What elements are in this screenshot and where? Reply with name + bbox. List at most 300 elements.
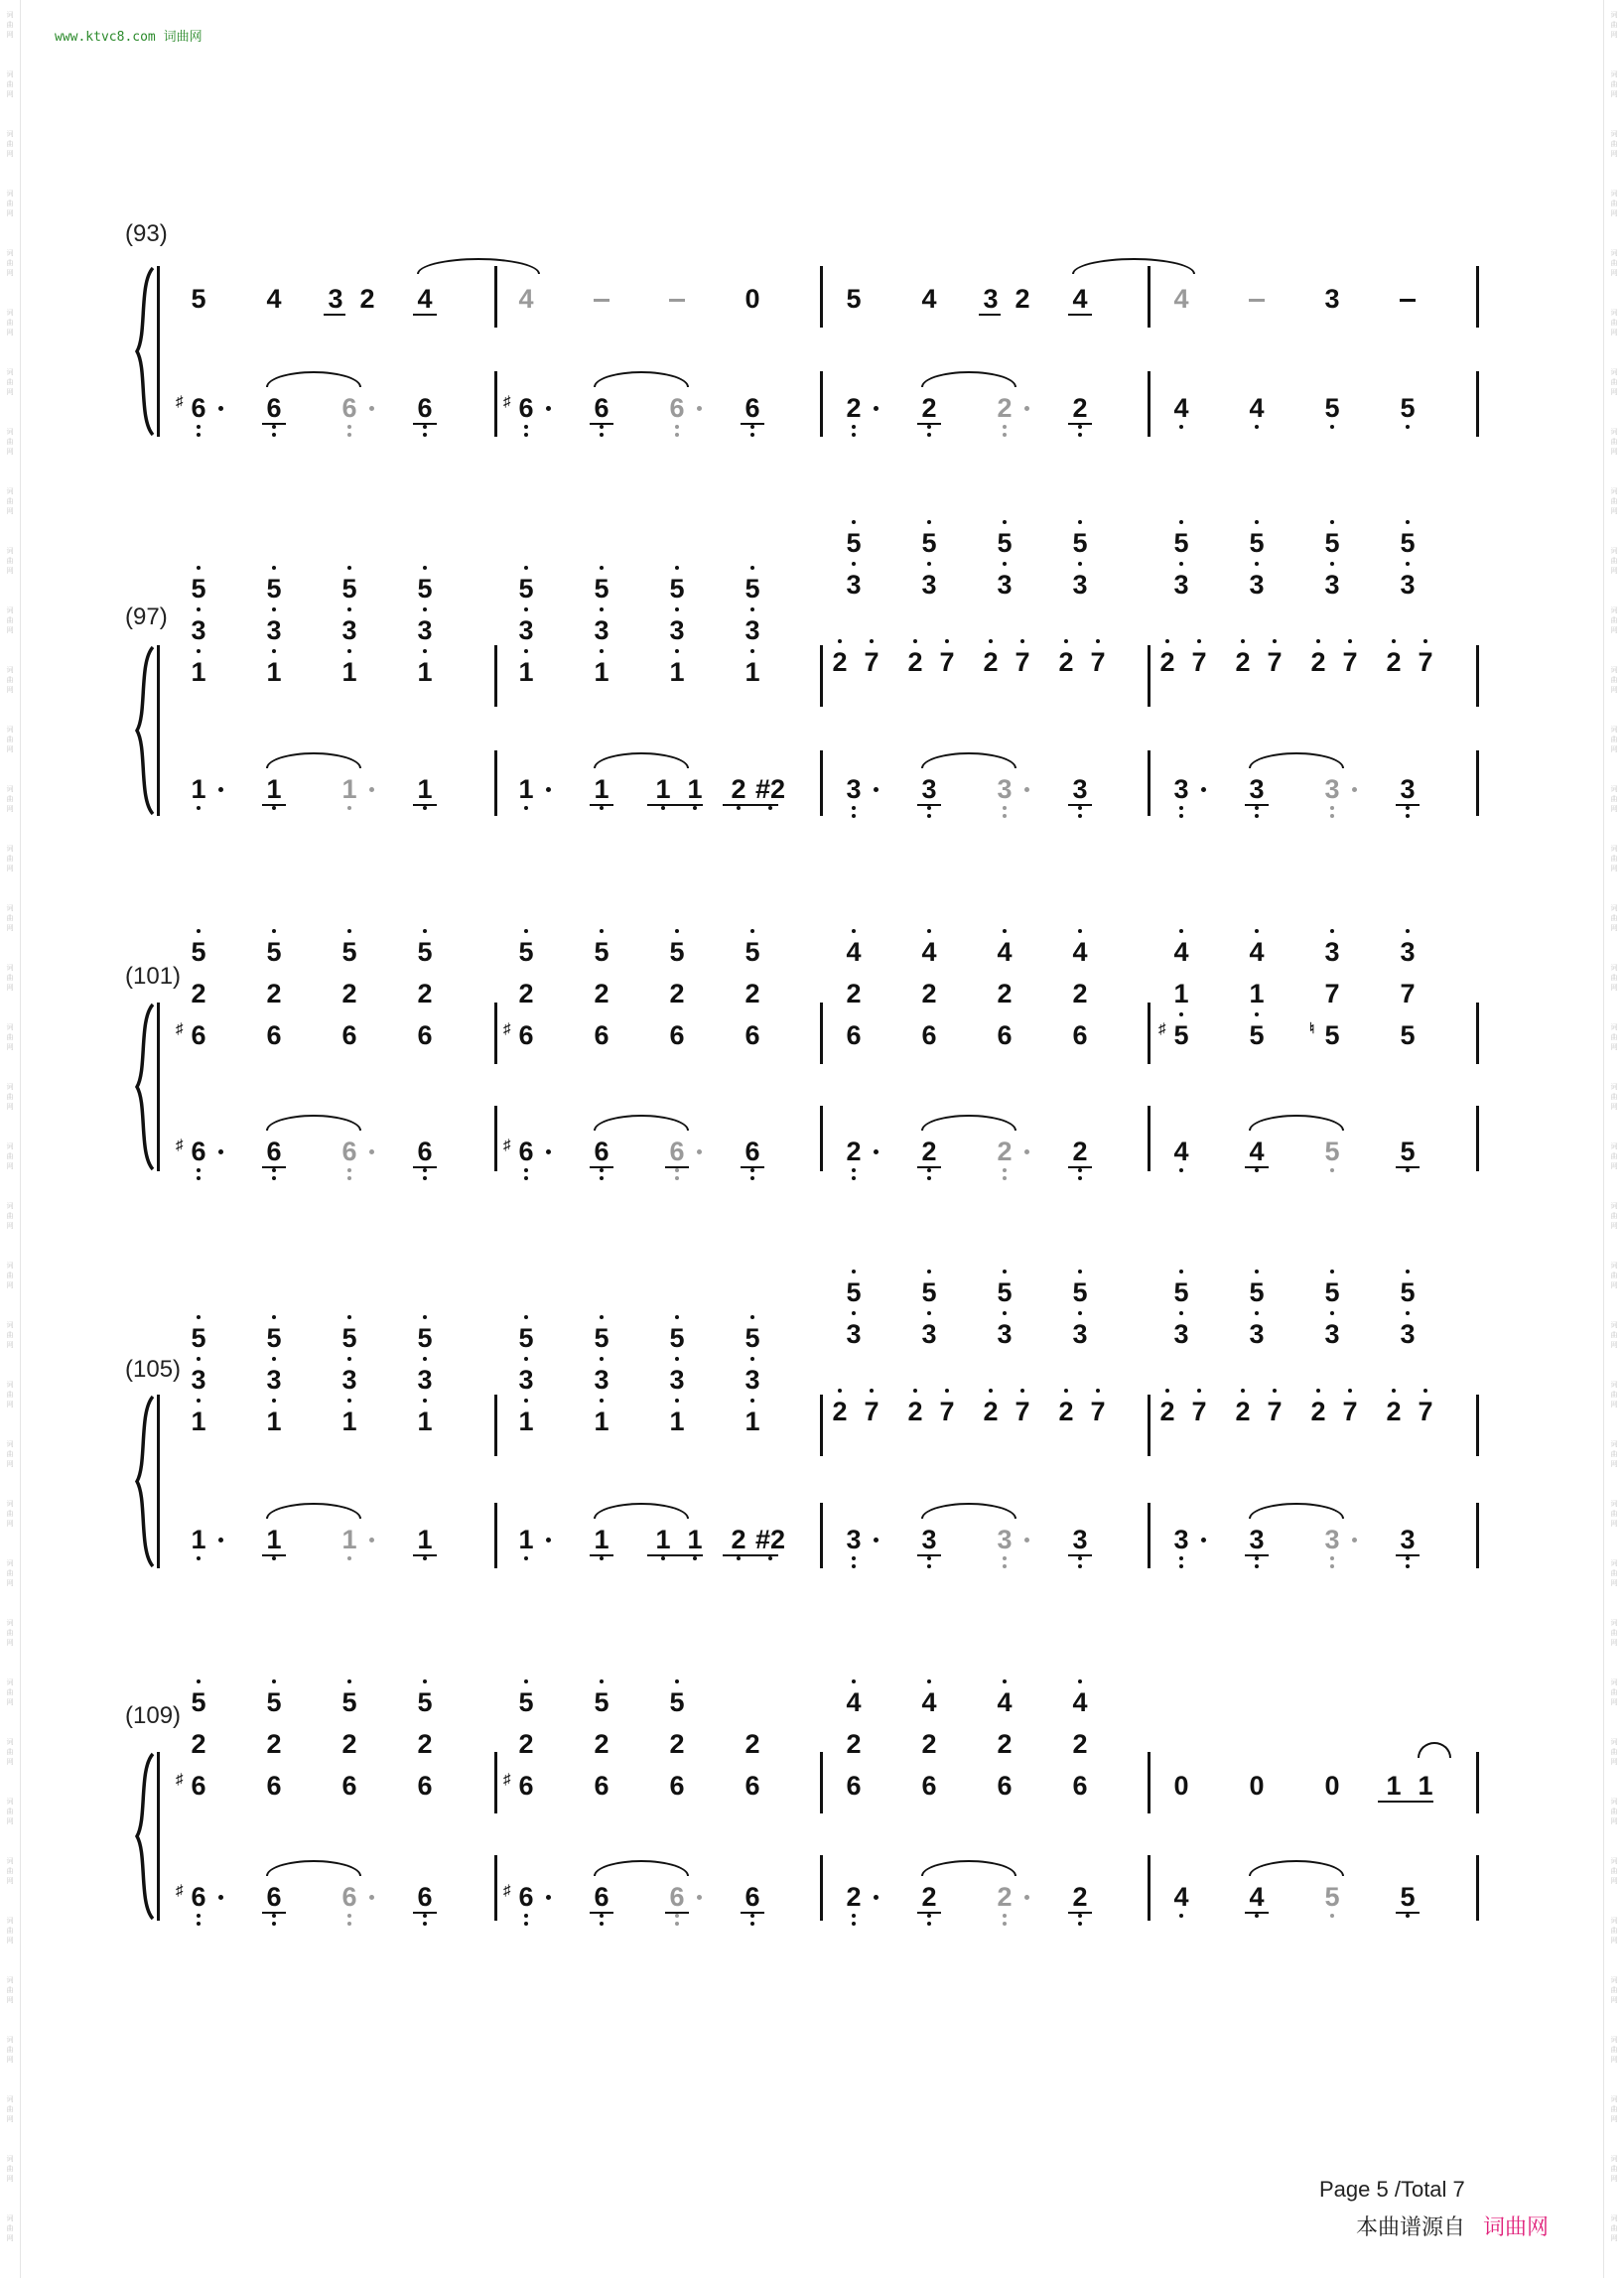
note-digit: 2	[997, 1729, 1013, 1759]
augmentation-dot	[1201, 1538, 1206, 1542]
note-digit: 6	[341, 393, 357, 423]
octave-dot-high	[1330, 520, 1334, 524]
jianpu-note	[1317, 1882, 1347, 1912]
note-digit: 4	[921, 937, 937, 967]
note-digit: 3	[1072, 1319, 1088, 1349]
octave-dot-high	[524, 649, 528, 653]
jianpu-note	[176, 1882, 213, 1912]
note-digit: 4	[846, 1687, 862, 1717]
jianpu-note	[587, 1137, 616, 1166]
octave-dot-low	[661, 1556, 665, 1560]
note-digit: 6	[669, 1020, 685, 1050]
augmentation-dot	[874, 787, 879, 792]
jianpu-note	[1411, 1771, 1440, 1801]
note-digit: 2	[997, 393, 1013, 423]
note-digit: 3	[417, 615, 433, 645]
accidental: ♯	[503, 1882, 511, 1899]
augmentation-dot	[218, 1149, 223, 1154]
octave-dot-low	[661, 806, 665, 810]
octave-dot-low	[600, 1556, 604, 1560]
note-digit: 5	[594, 937, 609, 967]
accidental: ♯	[176, 1137, 184, 1153]
octave-dot-high	[524, 607, 528, 611]
octave-dot-high	[750, 1315, 754, 1319]
jianpu-note	[410, 774, 440, 804]
note-digit: 6	[921, 1020, 937, 1050]
octave-dot-low	[347, 1168, 351, 1172]
watermark-glyph: 词曲网	[1610, 1321, 1618, 1349]
barline	[494, 1395, 497, 1456]
note-digit: 1	[655, 1525, 671, 1554]
note-digit: 2	[983, 647, 999, 677]
watermark-glyph: 词曲网	[1610, 964, 1618, 992]
octave-dot-high	[272, 1315, 276, 1319]
augmentation-dot	[1352, 787, 1357, 792]
barline	[1148, 1003, 1150, 1064]
jianpu-note	[1242, 1771, 1272, 1801]
note-digit: 3	[518, 615, 534, 645]
note-digit: 1	[1173, 979, 1189, 1008]
octave-dot-high	[347, 566, 351, 570]
watermark-glyph: 词曲网	[1610, 1917, 1618, 1944]
octave-dot-high	[1096, 639, 1100, 643]
watermark-glyph: 词曲网	[1610, 1619, 1618, 1647]
jianpu-note	[648, 1525, 678, 1554]
note-digit: 3	[846, 570, 862, 600]
note-digit: 3	[1249, 1525, 1265, 1554]
jianpu-note	[1242, 937, 1272, 967]
jianpu-note	[410, 1137, 440, 1166]
jianpu-note	[335, 657, 364, 687]
octave-dot-high	[675, 566, 679, 570]
note-digit: 6	[191, 1020, 206, 1050]
octave-dot-low	[1406, 425, 1410, 429]
jianpu-note	[184, 615, 213, 645]
accidental: ♯	[503, 1771, 511, 1788]
jianpu-note	[1008, 284, 1037, 314]
note-digit: 5	[341, 574, 357, 603]
note-digit: 5	[1072, 528, 1088, 558]
octave-dot-high	[675, 607, 679, 611]
note-digit: 6	[417, 1020, 433, 1050]
watermark-glyph: 词曲网	[1610, 487, 1618, 515]
jianpu-note	[1166, 937, 1196, 967]
note-digit: 1	[191, 657, 206, 687]
note-digit: 2	[921, 393, 937, 423]
brace-icon	[133, 1003, 157, 1171]
octave-dot-low	[524, 1176, 528, 1180]
octave-dot-high	[423, 1679, 427, 1683]
jianpu-note	[176, 1137, 213, 1166]
octave-dot-high	[675, 929, 679, 933]
note-digit: 5	[1324, 1137, 1340, 1166]
octave-dot-high	[600, 929, 604, 933]
jianpu-note	[738, 1729, 767, 1759]
jianpu-note	[1065, 393, 1095, 423]
jianpu-note	[321, 284, 350, 314]
octave-dot-high	[1392, 639, 1396, 643]
octave-dot-low	[1330, 1168, 1334, 1172]
octave-dot-high	[272, 1399, 276, 1403]
octave-dot-low	[197, 1914, 201, 1918]
jianpu-note	[914, 1882, 944, 1912]
tie-slur	[417, 258, 540, 274]
jianpu-note	[976, 284, 1006, 314]
note-digit: 6	[341, 1020, 357, 1050]
eighth-underline	[413, 1912, 437, 1914]
octave-dot-low	[750, 1922, 754, 1926]
watermark-glyph: 词曲网	[6, 428, 14, 456]
jianpu-note	[1051, 647, 1081, 677]
jianpu-note	[662, 657, 692, 687]
watermark-glyph: 词曲网	[6, 11, 14, 39]
note-digit: 2	[266, 1729, 282, 1759]
augmentation-dot	[369, 1149, 374, 1154]
octave-dot-high	[675, 649, 679, 653]
octave-dot-high	[272, 649, 276, 653]
watermark-glyph: 词曲网	[6, 964, 14, 992]
jianpu-note	[335, 774, 364, 804]
note-digit: 6	[594, 1882, 609, 1912]
barline	[494, 1106, 497, 1171]
note-digit: 3	[341, 1365, 357, 1395]
octave-dot-high	[927, 1679, 931, 1683]
watermark-glyph: 词曲网	[1610, 1798, 1618, 1825]
note-digit: 2	[832, 1397, 848, 1426]
jianpu-note	[914, 1525, 944, 1554]
note-digit: 5	[191, 1323, 206, 1353]
jianpu-note	[1065, 937, 1095, 967]
octave-dot-high	[852, 1311, 856, 1315]
eighth-underline	[1245, 1166, 1269, 1168]
note-digit: 1	[266, 657, 282, 687]
barline	[1476, 371, 1479, 437]
jianpu-note	[914, 570, 944, 600]
octave-dot-low	[1330, 806, 1334, 810]
octave-dot-high	[423, 1399, 427, 1403]
jianpu-note	[990, 1729, 1019, 1759]
octave-dot-high	[423, 1315, 427, 1319]
jianpu-note	[976, 647, 1006, 677]
note-digit: 3	[1400, 1319, 1416, 1349]
tie-slur	[921, 752, 1016, 768]
note-digit: 4	[1249, 1137, 1265, 1166]
jianpu-note	[511, 615, 541, 645]
octave-dot-low	[600, 806, 604, 810]
jianpu-note	[184, 1687, 213, 1717]
octave-dot-high	[945, 1389, 949, 1393]
eighth-underline	[324, 314, 345, 316]
jianpu-note	[990, 570, 1019, 600]
octave-dot-low	[197, 806, 201, 810]
site-url[interactable]: www.ktvc8.com 词曲网	[55, 30, 203, 45]
octave-dot-low	[423, 1168, 427, 1172]
watermark-glyph: 词曲网	[1610, 1678, 1618, 1706]
jianpu-note	[738, 1365, 767, 1395]
octave-dot-low	[600, 1922, 604, 1926]
jianpu-note	[1393, 528, 1422, 558]
note-digit: 5	[1249, 1277, 1265, 1307]
augmentation-dot	[546, 406, 551, 411]
note-digit: 1	[266, 774, 282, 804]
octave-dot-high	[1330, 929, 1334, 933]
octave-dot-low	[675, 1922, 679, 1926]
note-digit: 2	[417, 979, 433, 1008]
note-digit: 5	[417, 937, 433, 967]
eighth-underline	[723, 1554, 778, 1556]
augmentation-dot	[1024, 1895, 1029, 1900]
barline	[820, 1752, 823, 1813]
jianpu-note	[511, 979, 541, 1008]
octave-dot-low	[852, 1168, 856, 1172]
octave-dot-high	[927, 562, 931, 566]
note-digit: 3	[1324, 284, 1340, 314]
note-digit: 3	[1249, 774, 1265, 804]
octave-dot-low	[693, 806, 697, 810]
tie-slur	[266, 1860, 361, 1876]
barline	[1148, 1855, 1150, 1921]
jianpu-note	[680, 774, 710, 804]
octave-dot-high	[852, 1679, 856, 1683]
jianpu-note	[1065, 1771, 1095, 1801]
octave-dot-high	[852, 929, 856, 933]
jianpu-note	[410, 1771, 440, 1801]
tie-slur	[266, 1503, 361, 1519]
jianpu-note	[1242, 1319, 1272, 1349]
barline	[1476, 1106, 1479, 1171]
augmentation-dot	[218, 1895, 223, 1900]
jianpu-note	[410, 615, 440, 645]
system-bracket	[157, 645, 160, 816]
jianpu-note	[839, 1020, 869, 1050]
note-digit: 2	[1386, 1397, 1402, 1426]
octave-dot-low	[1255, 1556, 1259, 1560]
tie-slur	[921, 1860, 1016, 1876]
note-digit: 1	[341, 774, 357, 804]
jianpu-note	[839, 1525, 869, 1554]
note-digit: 6	[744, 1882, 760, 1912]
octave-dot-high	[347, 1315, 351, 1319]
jianpu-note	[410, 1407, 440, 1436]
octave-dot-high	[1179, 520, 1183, 524]
barline	[1476, 645, 1479, 707]
octave-dot-high	[750, 929, 754, 933]
watermark-glyph: 词曲网	[1610, 666, 1618, 694]
eighth-underline	[590, 804, 613, 806]
brace-icon	[133, 1752, 157, 1921]
jianpu-note	[724, 1525, 753, 1554]
jianpu-note	[738, 1771, 767, 1801]
note-digit: 2	[1235, 647, 1251, 677]
octave-dot-high	[197, 1679, 201, 1683]
octave-dot-low	[1003, 1176, 1007, 1180]
jianpu-note	[1166, 1319, 1196, 1349]
note-digit: 5	[417, 1687, 433, 1717]
barline	[1148, 371, 1150, 437]
accidental: ♯	[503, 1137, 511, 1153]
octave-dot-high	[1255, 1270, 1259, 1273]
note-digit: 5	[1324, 528, 1340, 558]
jianpu-note	[184, 937, 213, 967]
octave-dot-low	[750, 433, 754, 437]
octave-dot-high	[1078, 1679, 1082, 1683]
jianpu-note	[184, 1525, 213, 1554]
jianpu-note	[1166, 570, 1196, 600]
augmentation-dot	[697, 1149, 702, 1154]
note-digit: 3	[997, 1319, 1013, 1349]
note-digit: 2	[191, 979, 206, 1008]
octave-dot-high	[1165, 1389, 1169, 1393]
augmentation-dot	[874, 406, 879, 411]
octave-dot-low	[852, 1564, 856, 1568]
watermark-glyph: 词曲网	[6, 1023, 14, 1051]
note-digit: 5	[1400, 1020, 1416, 1050]
augmentation-dot	[1024, 406, 1029, 411]
note-digit: 3	[341, 615, 357, 645]
jianpu-note	[1242, 979, 1272, 1008]
jianpu-note	[1083, 647, 1113, 677]
octave-dot-low	[852, 806, 856, 810]
note-digit: 6	[669, 1137, 685, 1166]
jianpu-note	[1242, 1277, 1272, 1307]
watermark-glyph: 词曲网	[1610, 1976, 1618, 2004]
octave-dot-high	[750, 649, 754, 653]
jianpu-note	[410, 1687, 440, 1717]
octave-dot-high	[852, 562, 856, 566]
jianpu-note	[259, 774, 289, 804]
barline	[494, 1003, 497, 1064]
octave-dot-high	[347, 1357, 351, 1361]
system-bracket	[157, 1395, 160, 1568]
jianpu-note	[259, 1687, 289, 1717]
sustain-dash	[669, 299, 685, 302]
octave-dot-low	[1255, 1914, 1259, 1918]
watermark-glyph: 词曲网	[6, 368, 14, 396]
jianpu-note	[1166, 774, 1196, 804]
octave-dot-high	[1003, 562, 1007, 566]
augmentation-dot	[874, 1538, 879, 1542]
tie-slur	[266, 1115, 361, 1131]
octave-dot-high	[1255, 520, 1259, 524]
note-digit: 2	[744, 1729, 760, 1759]
watermark-glyph: 词曲网	[1610, 249, 1618, 277]
source-brand-link[interactable]: 词曲网	[1483, 2214, 1550, 2239]
note-digit: 3	[594, 615, 609, 645]
octave-dot-low	[768, 1556, 772, 1560]
note-digit: 1	[341, 657, 357, 687]
note-digit: 5	[1400, 1137, 1416, 1166]
augmentation-dot	[546, 787, 551, 792]
note-digit: 4	[417, 284, 433, 314]
watermark-glyph: 词曲网	[6, 70, 14, 98]
octave-dot-low	[675, 1168, 679, 1172]
note-digit: 1	[744, 657, 760, 687]
note-digit: 1	[1418, 1771, 1433, 1801]
jianpu-note	[511, 1525, 541, 1554]
jianpu-note	[335, 1407, 364, 1436]
note-digit: 2	[846, 393, 862, 423]
note-digit: 4	[1173, 937, 1189, 967]
note-digit: 7	[1324, 979, 1340, 1008]
jianpu-note	[1317, 979, 1347, 1008]
note-digit: 3	[997, 1525, 1013, 1554]
note-digit: 4	[1173, 393, 1189, 423]
jianpu-note	[1242, 774, 1272, 804]
note-digit: 7	[1267, 647, 1283, 677]
barline	[820, 1106, 823, 1171]
note-digit: 6	[594, 393, 609, 423]
jianpu-note	[1379, 1397, 1409, 1426]
note-digit: 3	[846, 774, 862, 804]
octave-dot-low	[737, 806, 741, 810]
octave-dot-high	[1078, 520, 1082, 524]
jianpu-note	[184, 574, 213, 603]
note-digit: 3	[594, 1365, 609, 1395]
note-digit: 1	[191, 1407, 206, 1436]
note-digit: 1	[687, 774, 703, 804]
jianpu-note	[839, 1882, 869, 1912]
jianpu-note	[900, 1397, 930, 1426]
note-digit: 1	[594, 657, 609, 687]
jianpu-note	[839, 1137, 869, 1166]
jianpu-note	[662, 1729, 692, 1759]
jianpu-note	[1065, 1729, 1095, 1759]
octave-dot-low	[600, 1176, 604, 1180]
watermark-glyph: 词曲网	[6, 1142, 14, 1170]
jianpu-note	[825, 647, 855, 677]
note-digit: 2	[832, 647, 848, 677]
octave-dot-high	[600, 607, 604, 611]
barline	[820, 371, 823, 437]
note-digit: 5	[669, 937, 685, 967]
note-digit: 1	[594, 1525, 609, 1554]
jianpu-note	[914, 1729, 944, 1759]
octave-dot-high	[1179, 1311, 1183, 1315]
augmentation-dot	[546, 1149, 551, 1154]
octave-dot-low	[423, 433, 427, 437]
tie-slur	[594, 1115, 689, 1131]
note-digit: 5	[594, 574, 609, 603]
jianpu-note	[587, 615, 616, 645]
watermark-glyph: 词曲网	[6, 1500, 14, 1528]
watermark-glyph: 词曲网	[1610, 606, 1618, 634]
eighth-underline	[917, 1166, 941, 1168]
octave-dot-high	[1078, 929, 1082, 933]
jianpu-note	[335, 1020, 364, 1050]
octave-dot-low	[852, 1914, 856, 1918]
note-digit: 1	[655, 774, 671, 804]
eighth-underline	[590, 1166, 613, 1168]
octave-dot-high	[347, 1399, 351, 1403]
octave-dot-low	[750, 1176, 754, 1180]
octave-dot-low	[423, 1922, 427, 1926]
note-digit: 2	[997, 1137, 1013, 1166]
note-digit: 6	[518, 1882, 534, 1912]
note-digit: 2	[921, 1729, 937, 1759]
jianpu-note	[1065, 979, 1095, 1008]
jianpu-note	[587, 1407, 616, 1436]
octave-dot-high	[1179, 562, 1183, 566]
note-digit: 2	[846, 1137, 862, 1166]
watermark-glyph: 词曲网	[1610, 1500, 1618, 1528]
octave-dot-low	[1078, 1176, 1082, 1180]
jianpu-note	[511, 657, 541, 687]
octave-dot-low	[927, 1176, 931, 1180]
note-digit: 2	[341, 1729, 357, 1759]
note-digit: 5	[1173, 1020, 1189, 1050]
octave-dot-high	[272, 566, 276, 570]
jianpu-note	[587, 1882, 616, 1912]
